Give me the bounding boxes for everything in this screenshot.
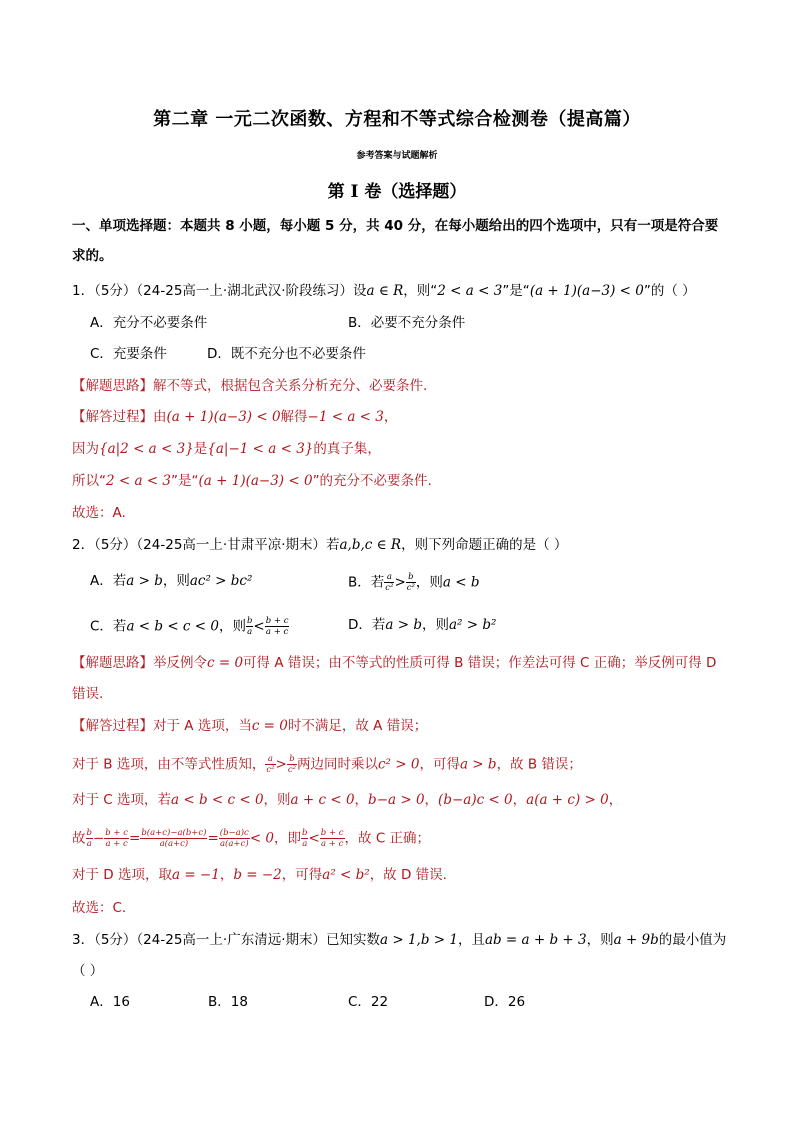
q2-option-c: [90, 616, 289, 637]
denominator: a(a+c): [159, 839, 189, 849]
q1-stem-text: ”是“: [502, 283, 530, 299]
math: a² < b²: [322, 867, 370, 883]
math: c² > 0: [378, 756, 420, 773]
text: A．若: [90, 573, 127, 589]
numerator: b: [302, 828, 308, 838]
math: a < b < c < 0: [126, 618, 219, 635]
solution-idea-text: 解不等式，根据包含关系分析充分、必要条件.: [153, 378, 428, 394]
math: <: [253, 618, 265, 635]
math: (a + 1)(a−3) < 0: [198, 473, 313, 489]
fraction: [265, 616, 290, 637]
text: ，: [608, 792, 623, 808]
fraction: [104, 828, 129, 849]
fraction: [406, 572, 416, 593]
text: ，则: [415, 574, 443, 591]
math: a² > b²: [449, 617, 497, 633]
section-heading-line1: 一、单项选择题：本题共 8 小题，每小题 5 分，共 40 分，在每小题给出的四个选项中，只有一项是符合要: [72, 218, 719, 234]
text: ，故 C 正确；: [344, 830, 431, 847]
fraction: [140, 828, 207, 849]
q3-option-a: A．16: [90, 994, 130, 1010]
text: ，即: [274, 830, 302, 847]
math: (b−a)c < 0: [438, 792, 513, 808]
q3-option-d: D．26: [484, 994, 526, 1010]
q1-stem-text: ，则“: [403, 283, 438, 299]
q3-option-b: B．18: [208, 994, 248, 1010]
q2-option-a: [90, 572, 252, 590]
q1-solution-process-1: [72, 408, 397, 426]
text: 对于 D 选项，取: [72, 867, 172, 883]
text: 3．（5分）（24-25高一上·广东清远·期末）已知实数: [72, 932, 380, 948]
math: =: [207, 830, 219, 847]
math: < 0: [249, 830, 275, 847]
q1-option-b: B．必要不充分条件: [348, 315, 466, 331]
numerator: (b−a)c: [219, 828, 249, 838]
math: c = 0: [207, 655, 244, 671]
section-heading-line2: 求的。: [72, 248, 113, 264]
text: C．若: [90, 618, 127, 635]
math: (a + 1)(a−3) < 0: [166, 409, 281, 425]
q3-option-c: C．22: [348, 994, 389, 1010]
q2-answer: 故选：C.: [72, 900, 127, 916]
fraction: [86, 828, 93, 849]
q1-math: (a + 1)(a−3) < 0: [529, 283, 644, 299]
math: a,b,c ∈ R: [339, 537, 402, 553]
text: D．若: [348, 617, 386, 633]
math: {a|−1 < a < 3}: [207, 441, 314, 457]
denominator: a + c: [265, 627, 289, 637]
part-heading: 第 I 卷（选择题）: [327, 182, 467, 202]
text: ，且: [457, 932, 485, 948]
math: c = 0: [251, 718, 288, 734]
math: >: [275, 756, 287, 773]
math: a > 1,b > 1: [380, 932, 458, 948]
q1-answer: 故选：A.: [72, 505, 126, 521]
text: 对于 A 选项，当: [153, 718, 252, 734]
text: ”的充分不必要条件.: [312, 473, 432, 489]
text: 可得 A 错误；由不等式的性质可得 B 错误；作差法可得 C 正确；举反例可得 D: [243, 655, 717, 671]
math: b = −2: [233, 867, 282, 883]
math: ac² > bc²: [189, 573, 253, 589]
solution-idea-tag: 【解题思路】: [72, 378, 153, 394]
math: b−a > 0: [368, 792, 425, 808]
q2-stem: [72, 536, 567, 554]
text: ，可得: [419, 756, 460, 773]
numerator: a: [384, 572, 394, 583]
text: ，则: [422, 617, 449, 633]
text: B．若: [348, 574, 385, 591]
page-title: 第二章 一元二次函数、方程和不等式综合检测卷（提高篇）: [153, 109, 641, 130]
math: >: [394, 574, 406, 591]
denominator: a: [302, 839, 308, 849]
q2-solution-process-1: [72, 717, 427, 735]
q2-solution-process-5: [72, 866, 447, 884]
math: −1 < a < 3: [307, 409, 384, 425]
math: a = −1: [171, 867, 220, 883]
numerator: b: [406, 572, 416, 583]
fraction: [265, 754, 275, 775]
text: ，故 B 错误；: [496, 756, 582, 773]
page-subtitle: 参考答案与试题解析: [356, 151, 438, 161]
math: a + c < 0: [290, 792, 355, 808]
q2-solution-idea: [72, 654, 716, 672]
solution-idea-tag: 【解题思路】: [72, 655, 153, 671]
math: =: [129, 830, 141, 847]
text: ，: [512, 792, 527, 808]
q1-stem-text: ”的（ ）: [643, 283, 696, 299]
text: ，故 D 错误.: [369, 867, 447, 883]
text: 的真子集，: [313, 441, 381, 457]
text: 时不满足，故 A 错误；: [287, 718, 428, 734]
q3-stem: [72, 931, 726, 949]
denominator: c²: [385, 583, 394, 593]
math: a > b: [459, 756, 497, 773]
q2-solution-process-3: [72, 791, 622, 809]
fraction: [320, 828, 345, 849]
math: a > b: [126, 573, 163, 589]
q2-option-b: [348, 572, 480, 593]
text: 所以“: [72, 473, 106, 489]
text: ，: [424, 792, 439, 808]
q1-option-a: A．充分不必要条件: [90, 315, 208, 331]
text: ，可得: [281, 867, 323, 883]
text: 两边同时乘以: [297, 756, 378, 773]
text: ，则: [586, 932, 614, 948]
text: ，: [219, 867, 234, 883]
q1-solution-idea: [72, 377, 427, 395]
math: a + 9b: [613, 932, 659, 948]
text: ，则: [218, 618, 246, 635]
math: 2 < a < 3: [106, 473, 172, 489]
fraction: [384, 572, 394, 593]
text: ，则: [263, 792, 291, 808]
denominator: a: [86, 839, 92, 849]
denominator: a(a+c): [219, 839, 249, 849]
text: 是: [193, 441, 208, 457]
text: ”是“: [171, 473, 199, 489]
text: 举反例令: [153, 655, 207, 671]
text: 对于 B 选项，由不等式性质知，: [72, 756, 266, 773]
q1-option-c: C．充要条件: [90, 346, 167, 362]
denominator: c²: [406, 583, 415, 593]
numerator: b: [86, 828, 92, 838]
q1-stem-text: 1．（5分）（24-25高一上·湖北武汉·阶段练习）设: [72, 283, 367, 299]
q2-option-d: [348, 616, 496, 634]
text: 因为: [72, 441, 99, 457]
q2-solution-process-4: [72, 828, 430, 849]
solution-process-tag: 【解答过程】: [72, 718, 153, 734]
numerator: b: [246, 616, 253, 626]
numerator: b + c: [320, 828, 344, 838]
q1-math: 2 < a < 3: [437, 283, 503, 299]
text: ，: [354, 792, 369, 808]
q1-solution-process-2: [72, 440, 381, 458]
text: ，: [383, 409, 398, 425]
denominator: a: [247, 627, 253, 637]
denominator: c²: [287, 765, 296, 775]
q1-solution-process-3: [72, 472, 432, 490]
text: ，则下列命题正确的是（ ）: [401, 537, 568, 553]
math: a < b < c < 0: [171, 792, 264, 808]
denominator: c²: [266, 765, 275, 775]
text: 由: [153, 409, 167, 425]
math: a < b: [442, 574, 480, 591]
text: 2．（5分）（24-25高一上·甘肃平凉·期末）若: [72, 537, 340, 553]
q1-math: a ∈ R: [366, 283, 404, 299]
q2-solution-process-2: [72, 754, 582, 775]
numerator: b: [287, 754, 297, 765]
math: a > b: [385, 617, 422, 633]
numerator: b(a+c)−a(b+c): [141, 828, 207, 838]
numerator: a: [265, 754, 275, 765]
denominator: a + c: [105, 839, 128, 849]
text: ，则: [162, 573, 190, 589]
text: 故: [72, 830, 86, 847]
solution-process-tag: 【解答过程】: [72, 409, 153, 425]
math: a(a + c) > 0: [526, 792, 609, 808]
q1-stem: [72, 282, 696, 300]
math: {a|2 < a < 3}: [99, 441, 194, 457]
numerator: b + c: [105, 828, 128, 838]
q2-solution-idea-cont: 错误.: [72, 686, 104, 702]
math: −: [92, 830, 105, 847]
q3-stem-line2: （ ）: [72, 963, 104, 979]
text: 解得: [280, 409, 308, 425]
numerator: b + c: [265, 616, 289, 626]
math: ab = a + b + 3: [484, 932, 587, 948]
text: 的最小值为: [658, 932, 727, 948]
math: <: [308, 830, 320, 847]
fraction: [219, 828, 250, 849]
denominator: a + c: [320, 839, 344, 849]
q1-option-d: D．既不充分也不必要条件: [207, 346, 366, 362]
text: 对于 C 选项，若: [72, 792, 172, 808]
fraction: [287, 754, 297, 775]
